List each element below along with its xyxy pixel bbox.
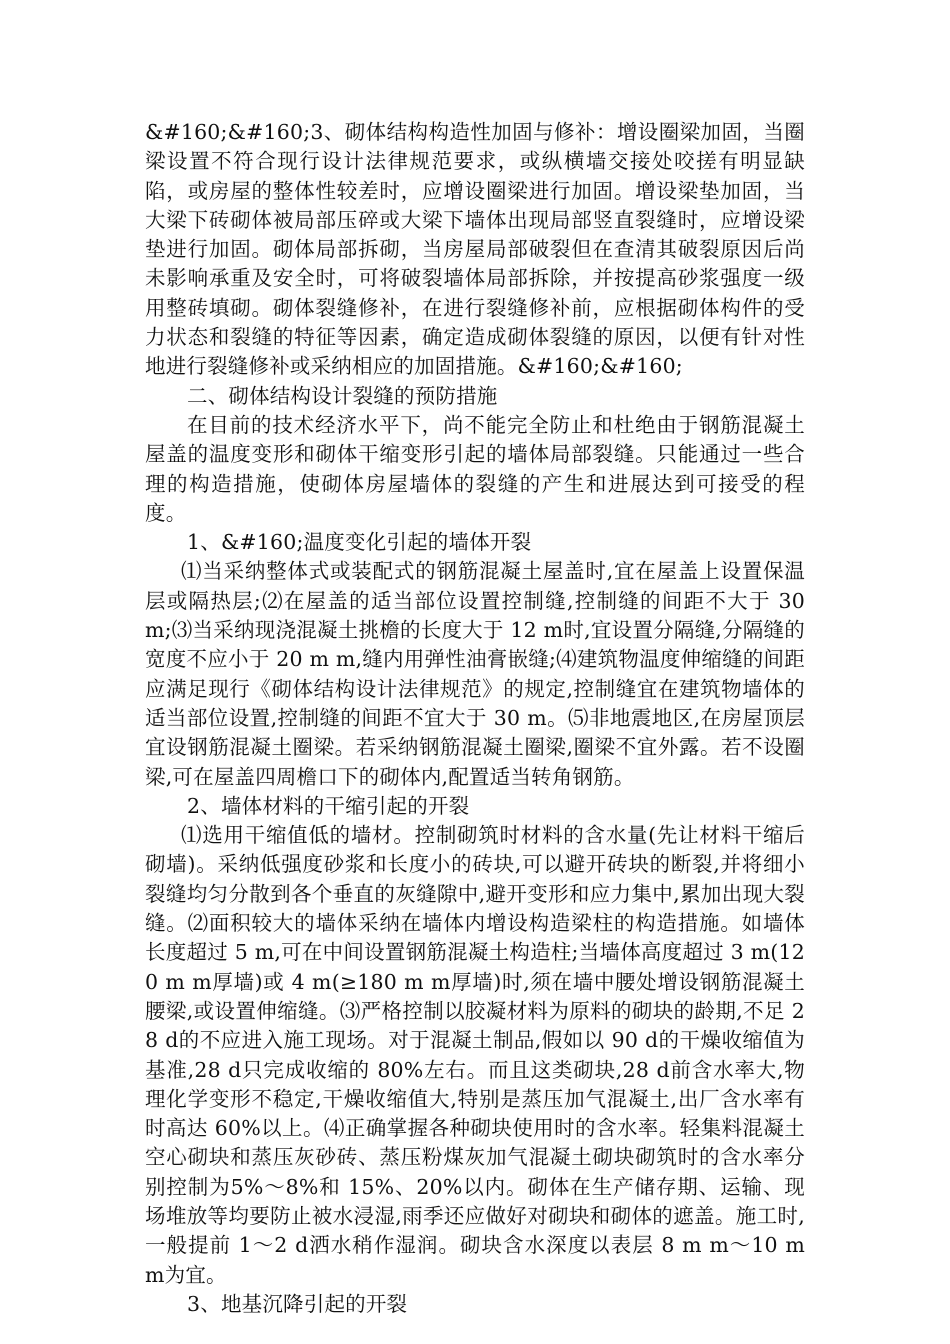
- paragraph-masonry-repair: &#160;&#160;3、砌体结构构造性加固与修补：增设圈梁加固，当圈梁设置不符合现行设计法律规范要求，或纵横墙交接处咬搓有明显缺陷，或房屋的整体性较差时，应增设圈梁进行加固。增设梁垫加固，当大梁下砖砌体被局部压碎或大梁下墙体出现局部竖直裂缝时，应增设梁垫进行加固。砌体局部拆砌，当房屋局部破裂但在查清其破裂原因后尚未影响承重及安全时，可将破裂墙体局部拆除，并按提高砂浆强度一级用整砖填砌。砌体裂缝修补，在进行裂缝修补前，应根据砌体构件的受力状态和裂缝的特征等因素，确定造成砌体裂缝的原因，以便有针对性地进行裂缝修补或采纳相应的加固措施。&#160;&#160;: [145, 120, 805, 379]
- paragraph-temperature-measures: ⑴当采纳整体式或装配式的钢筋混凝土屋盖时,宜在屋盖上设置保温层或隔热层;⑵在屋盖的适当部位设置控制缝,控制缝的间距不大于 30 m;⑶当采纳现浇混凝土挑檐的长度大于 12 m时,宜设置分隔缝,分隔缝的宽度不应小于 20 m m,缝内用弹性油膏嵌缝;⑷建筑物温度伸缩缝的间距应满足现行《砌体结构设计法律规范》的规定,控制缝宜在建筑物墙体的适当部位设置,控制缝的间距不宜大于 30 m。⑸非地震地区,在房屋顶层宜设钢筋混凝土圈梁。若采纳钢筋混凝土圈梁,圈梁不宜外露。若不设圈梁,可在屋盖四周檐口下的砌体内,配置适当转角钢筋。: [145, 559, 805, 789]
- paragraph-prevention-intro: 在目前的技术经济水平下，尚不能完全防止和杜绝由于钢筋混凝土屋盖的温度变形和砌体干缩变形引起的墙体局部裂缝。只能通过一些合理的构造措施，使砌体房屋墙体的裂缝的产生和进展达到可接受的程度。: [145, 412, 805, 525]
- heading-crack-prevention: 二、砌体结构设计裂缝的预防措施: [187, 383, 498, 408]
- document-page: [145, 118, 805, 1319]
- heading-settlement-cracking: 3、地基沉降引起的开裂: [187, 1291, 408, 1316]
- heading-temperature-cracking: 1、&#160;温度变化引起的墙体开裂: [187, 530, 532, 555]
- paragraph-shrinkage-measures: ⑴选用干缩值低的墙材。控制砌筑时材料的含水量(先让材料干缩后砌墙)。采纳低强度砂浆和长度小的砖块,可以避开砖块的断裂,并将细小裂缝均匀分散到各个垂直的灰缝隙中,避开变形和应力集中,累加出现大裂缝。⑵面积较大的墙体采纳在墙体内增设构造梁柱的构造措施。如墙体长度超过 5 m,可在中间设置钢筋混凝土构造柱;当墙体高度超过 3 m(120 m m厚墙)或 4 m(≥180 m m厚墙)时,须在墙中腰处增设钢筋混凝土腰梁,或设置伸缩缝。⑶严格控制以胶凝材料为原料的砌块的龄期,不足 28 d的不应进入施工现场。对于混凝土制品,假如以 90 d的干燥收缩值为基准,28 d只完成收缩的 80%左右。而且这类砌块,28 d前含水率大,物理化学变形不稳定,干燥收缩值大,特别是蒸压加气混凝土,出厂含水率有时高达 60%以上。⑷正确掌握各种砌块使用时的含水率。轻集料混凝土空心砌块和蒸压灰砂砖、蒸压粉煤灰加气混凝土砌块砌筑时的含水率分别控制为5%～8%和 15%、20%以内。砌体在生产储存期、运输、现场堆放等均要防止被水浸湿,雨季还应做好对砌块和砌体的遮盖。施工时,一般提前 1～2 d洒水稍作湿润。砌块含水深度以表层 8 m m～10 m m为宜。: [145, 823, 805, 1287]
- heading-shrinkage-cracking: 2、墙体材料的干缩引起的开裂: [187, 793, 470, 818]
